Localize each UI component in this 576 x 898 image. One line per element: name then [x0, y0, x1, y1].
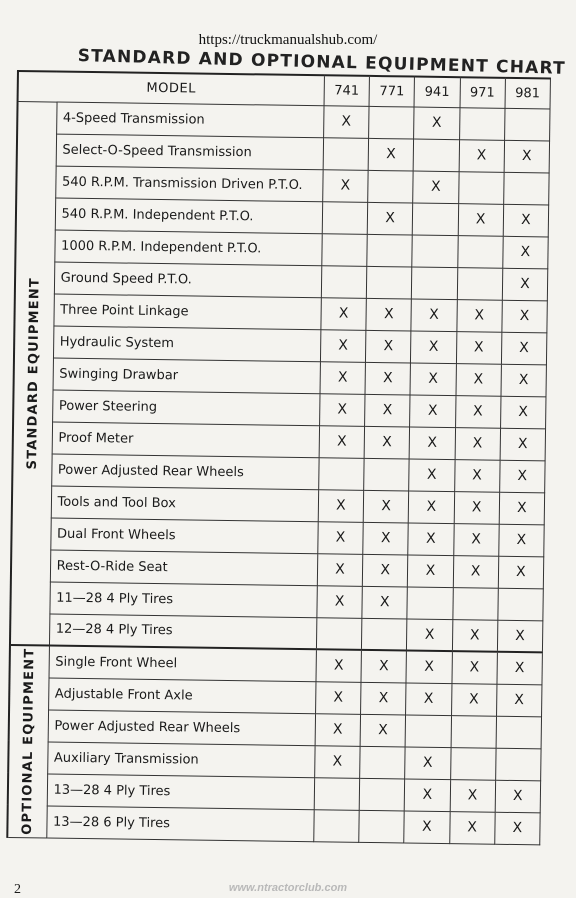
availability-mark-971: X [455, 395, 501, 428]
availability-mark-981: X [499, 492, 545, 525]
availability-mark-981: X [503, 204, 549, 237]
availability-mark-971: X [451, 651, 497, 684]
availability-mark-971: X [454, 459, 500, 492]
availability-mark-971: X [453, 523, 499, 556]
equipment-item-name: Proof Meter [52, 422, 320, 458]
availability-mark-741: X [320, 329, 366, 362]
availability-mark-771 [368, 170, 414, 203]
equipment-item-name: Rest-O-Ride Seat [50, 550, 318, 586]
equipment-item-name: 13—28 6 Ply Tires [46, 805, 314, 841]
availability-mark-941: X [406, 650, 452, 683]
availability-mark-981 [495, 748, 541, 781]
availability-mark-741: X [317, 553, 363, 586]
availability-mark-941: X [408, 523, 454, 556]
page-number: 2 [14, 882, 21, 897]
availability-mark-941 [412, 235, 458, 268]
availability-mark-981: X [502, 268, 548, 301]
equipment-item-name: Auxiliary Transmission [47, 741, 315, 777]
availability-mark-741 [314, 809, 360, 842]
availability-mark-771: X [363, 522, 409, 555]
availability-mark-771: X [364, 426, 410, 459]
availability-mark-971: X [451, 683, 497, 716]
footer-watermark: www.ntractorclub.com [228, 882, 348, 894]
availability-mark-941: X [408, 555, 454, 588]
availability-mark-941: X [406, 682, 452, 715]
equipment-item-name: Power Adjusted Rear Wheels [51, 454, 319, 490]
equipment-item-name: Select-O-Speed Transmission [56, 134, 324, 170]
availability-mark-971 [459, 107, 505, 140]
equipment-item-name: Power Steering [52, 390, 320, 426]
availability-mark-981 [503, 172, 549, 205]
availability-mark-981 [498, 588, 544, 621]
availability-mark-971: X [456, 331, 502, 364]
availability-mark-971: X [453, 555, 499, 588]
equipment-item-name: 13—28 4 Ply Tires [47, 773, 315, 809]
page-title: STANDARD AND OPTIONAL EQUIPMENT CHART [77, 46, 567, 79]
availability-mark-771: X [366, 330, 412, 363]
availability-mark-981: X [504, 140, 550, 173]
availability-mark-771 [361, 618, 407, 651]
availability-mark-971 [457, 267, 503, 300]
availability-mark-941: X [409, 459, 455, 492]
availability-mark-771: X [366, 298, 412, 331]
availability-mark-771 [359, 778, 405, 811]
availability-mark-971: X [449, 811, 495, 844]
availability-mark-941: X [414, 107, 460, 140]
availability-mark-771 [369, 106, 415, 139]
availability-mark-971: X [454, 491, 500, 524]
availability-mark-941: X [413, 171, 459, 204]
availability-mark-971: X [458, 203, 504, 236]
availability-mark-971: X [452, 619, 498, 652]
availability-mark-771: X [360, 714, 406, 747]
availability-mark-741 [322, 233, 368, 266]
availability-mark-981: X [497, 652, 543, 685]
model-971: 971 [460, 77, 506, 108]
equipment-item-name: Dual Front Wheels [50, 518, 318, 554]
equipment-item-name: Single Front Wheel [49, 646, 317, 682]
availability-mark-771 [367, 234, 413, 267]
availability-mark-741: X [315, 713, 361, 746]
availability-mark-941: X [404, 810, 450, 843]
equipment-item-name: 540 R.P.M. Transmission Driven P.T.O. [55, 166, 323, 202]
availability-mark-981: X [497, 620, 543, 653]
availability-mark-981: X [496, 684, 542, 717]
availability-mark-771: X [362, 586, 408, 619]
availability-mark-771: X [365, 362, 411, 395]
availability-mark-771: X [365, 394, 411, 427]
availability-mark-771: X [368, 138, 414, 171]
availability-mark-971: X [456, 363, 502, 396]
availability-mark-771: X [367, 202, 413, 235]
equipment-item-name: Hydraulic System [53, 326, 321, 362]
availability-mark-971 [452, 587, 498, 620]
equipment-item-name: Swinging Drawbar [53, 358, 321, 394]
availability-mark-941: X [410, 395, 456, 428]
equipment-item-name: 1000 R.P.M. Independent P.T.O. [54, 230, 322, 266]
availability-mark-741: X [323, 169, 369, 202]
availability-mark-941: X [409, 491, 455, 524]
equipment-item-name: 4-Speed Transmission [56, 102, 324, 138]
availability-mark-741: X [314, 745, 360, 778]
availability-mark-941: X [405, 746, 451, 779]
availability-mark-941: X [411, 299, 457, 332]
standard-category-label: STANDARD EQUIPMENT [24, 276, 43, 470]
availability-mark-771 [364, 458, 410, 491]
equipment-item-name: Tools and Tool Box [51, 486, 319, 522]
availability-mark-771 [360, 746, 406, 779]
availability-mark-741: X [317, 585, 363, 618]
availability-mark-981: X [501, 364, 547, 397]
availability-mark-741: X [320, 361, 366, 394]
availability-mark-741 [321, 265, 367, 298]
availability-mark-741 [319, 457, 365, 490]
availability-mark-971 [458, 171, 504, 204]
availability-mark-981: X [503, 236, 549, 269]
availability-mark-771: X [362, 554, 408, 587]
availability-mark-771 [359, 810, 405, 843]
availability-mark-981: X [501, 332, 547, 365]
availability-mark-981: X [494, 812, 540, 845]
availability-mark-741: X [323, 105, 369, 138]
optional-category-cell [7, 645, 49, 838]
availability-mark-981: X [498, 556, 544, 589]
equipment-item-name: Ground Speed P.T.O. [54, 262, 322, 298]
optional-equipment-row [7, 805, 540, 844]
model-941: 941 [414, 77, 460, 108]
availability-mark-971: X [450, 779, 496, 812]
equipment-chart [6, 70, 551, 872]
equipment-item-name: 12—28 4 Ply Tires [49, 614, 317, 650]
availability-mark-741 [322, 201, 368, 234]
equipment-table [6, 70, 551, 845]
availability-mark-971: X [456, 299, 502, 332]
availability-mark-981 [496, 716, 542, 749]
availability-mark-971 [450, 747, 496, 780]
header-url: https://truckmanualshub.com/ [198, 32, 378, 48]
optional-category-label: OPTIONAL EQUIPMENT [19, 647, 38, 836]
availability-mark-741: X [319, 425, 365, 458]
model-981: 981 [505, 78, 551, 109]
equipment-item-name: 11—28 4 Ply Tires [49, 582, 317, 618]
equipment-item-name: Adjustable Front Axle [48, 678, 316, 714]
availability-mark-971 [457, 235, 503, 268]
model-771: 771 [369, 76, 415, 107]
availability-mark-941 [412, 267, 458, 300]
availability-mark-941 [405, 714, 451, 747]
availability-mark-941: X [410, 363, 456, 396]
availability-mark-741: X [315, 681, 361, 714]
availability-mark-981: X [499, 460, 545, 493]
availability-mark-981: X [495, 780, 541, 813]
availability-mark-741 [314, 777, 360, 810]
availability-mark-941: X [409, 427, 455, 460]
availability-mark-771: X [363, 490, 409, 523]
availability-mark-741: X [319, 393, 365, 426]
availability-mark-941: X [407, 619, 453, 652]
availability-mark-981: X [502, 300, 548, 333]
standard-category-cell [10, 101, 57, 645]
availability-mark-971 [451, 715, 497, 748]
availability-mark-981 [504, 108, 550, 141]
availability-mark-941 [413, 139, 459, 172]
availability-mark-981: X [498, 524, 544, 557]
availability-mark-741 [323, 137, 369, 170]
equipment-item-name: 540 R.P.M. Independent P.T.O. [55, 198, 323, 234]
availability-mark-941 [413, 203, 459, 236]
availability-mark-981: X [500, 396, 546, 429]
equipment-item-name: Power Adjusted Rear Wheels [48, 709, 316, 745]
availability-mark-771: X [361, 650, 407, 683]
availability-mark-741 [316, 617, 362, 650]
availability-mark-941 [407, 587, 453, 620]
availability-mark-971: X [459, 139, 505, 172]
availability-mark-741: X [318, 489, 364, 522]
availability-mark-741: X [316, 649, 362, 682]
availability-mark-741: X [318, 521, 364, 554]
availability-mark-771 [366, 266, 412, 299]
availability-mark-941: X [404, 778, 450, 811]
model-741: 741 [324, 75, 370, 106]
availability-mark-981: X [500, 428, 546, 461]
availability-mark-741: X [321, 297, 367, 330]
model-header: MODEL [18, 71, 325, 105]
availability-mark-941: X [411, 331, 457, 364]
equipment-item-name: Three Point Linkage [53, 294, 321, 330]
availability-mark-771: X [361, 682, 407, 715]
availability-mark-971: X [455, 427, 501, 460]
